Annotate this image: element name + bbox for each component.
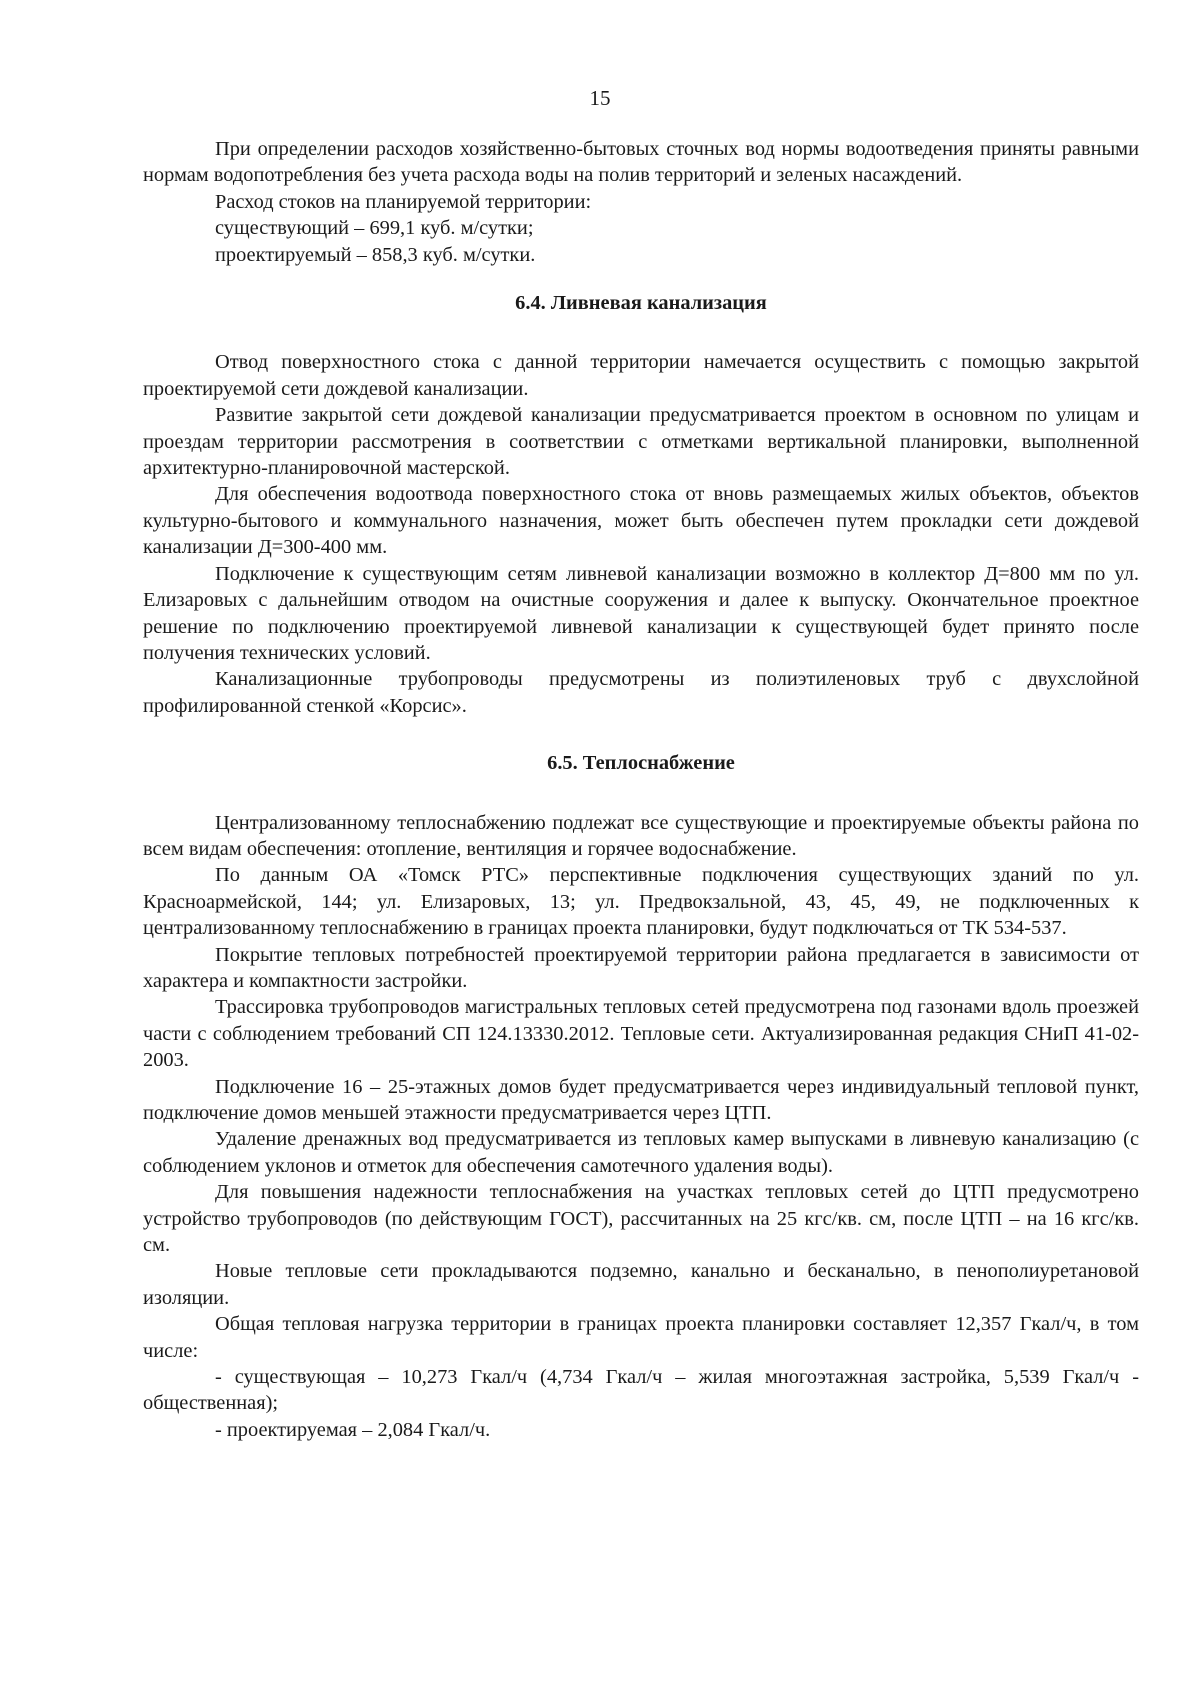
section-6-4-paragraph: Подключение к существующим сетям ливневой канализации возможно в коллектор Д=800 мм по ул. Елизаровых с дальнейшим отводом на очистные сооружения и далее к выпуску. Окончательное проектное решение по подключению проектируемой ливневой канализации к существующей будет принято после получения технических условий. [143,562,1139,664]
section-6-5-paragraph: Покрытие тепловых потребностей проектируемой территории района предлагается в зависимости от характера и компактности застройки. [143,943,1139,992]
page-body [143,136,1139,1443]
intro-paragraph-1: При определении расходов хозяйственно-бытовых сточных вод нормы водоотведения приняты равными нормам водопотребления без учета расхода воды на полив территорий и зеленых насаждений. [143,138,1139,187]
section-6-5-paragraph: Новые тепловые сети прокладываются подземно, канально и бесканально, в пенополиуретановой изоляции. [143,1260,1139,1309]
page-number: 15 [589,86,611,110]
intro-paragraph-3: существующий – 699,1 куб. м/сутки; [215,217,534,240]
section-6-5-list-item: - проектируемая – 2,084 Гкал/ч. [215,1418,491,1441]
section-6-5-list-item: - существующая – 10,273 Гкал/ч (4,734 Гкал/ч – жилая многоэтажная застройка, 5,539 Гкал/ч - общественная); [143,1366,1139,1415]
section-6-5-paragraph: Удаление дренажных вод предусматривается из тепловых камер выпусками в ливневую канализацию (с соблюдением уклонов и отметок для обеспечения самотечного удаления воды). [143,1128,1139,1177]
intro-paragraph-2: Расход стоков на планируемой территории: [215,190,592,213]
section-6-4-paragraph: Канализационные трубопроводы предусмотрены из полиэтиленовых труб с двухслойной профилированной стенкой «Корсис». [143,668,1139,717]
section-6-4-paragraph: Развитие закрытой сети дождевой канализации предусматривается проектом в основном по улицам и проездам территории рассмотрения в соответствии с отметками вертикальной планировки, выполненной архитектурно-планировочной мастерской. [143,404,1139,480]
section-6-5-paragraph: Трассировка трубопроводов магистральных тепловых сетей предусмотрена под газонами вдоль проезжей части с соблюдением требований СП 124.13330.2012. Тепловые сети. Актуализированная редакция СНиП 41-02-2003. [143,996,1139,1072]
section-6-5-paragraph: По данным ОА «Томск РТС» перспективные подключения существующих зданий по ул. Красноармейской, 144; ул. Елизаровых, 13; ул. Предвокзальной, 43, 45, 49, не подключенных к централизованному теплоснабжению в границах проекта планировки, будут подключаться от ТК 534-537. [143,864,1139,940]
section-6-5-paragraph: Для повышения надежности теплоснабжения на участках тепловых сетей до ЦТП предусмотрено устройство трубопроводов (по действующим ГОСТ), рассчитанных на 25 кгс/кв. см, после ЦТП – на 16 кгс/кв. см. [143,1181,1139,1257]
section-6-4-paragraph: Отвод поверхностного стока с данной территории намечается осуществить с помощью закрытой проектируемой сети дождевой канализации. [143,351,1139,400]
section-heading-6-5: 6.5. Теплоснабжение [547,752,735,775]
section-6-5-paragraph: Централизованному теплоснабжению подлежат все существующие и проектируемые объекты района по всем видам обеспечения: отопление, вентиляция и горячее водоснабжение. [143,811,1139,860]
section-6-4-paragraph: Для обеспечения водоотвода поверхностного стока от вновь размещаемых жилых объектов, объектов культурно-бытового и коммунального назначения, может быть обеспечен путем прокладки сети дождевой канализации Д=300-400 мм. [143,483,1139,559]
section-heading-6-4: 6.4. Ливневая канализация [515,292,767,315]
intro-paragraph-4: проектируемый – 858,3 куб. м/сутки. [215,243,536,266]
section-6-5-paragraph: Общая тепловая нагрузка территории в границах проекта планировки составляет 12,357 Гкал/ч, в том числе: [143,1313,1139,1362]
section-6-5-paragraph: Подключение 16 – 25-этажных домов будет предусматривается через индивидуальный тепловой пункт, подключение домов меньшей этажности предусматривается через ЦТП. [143,1075,1139,1124]
